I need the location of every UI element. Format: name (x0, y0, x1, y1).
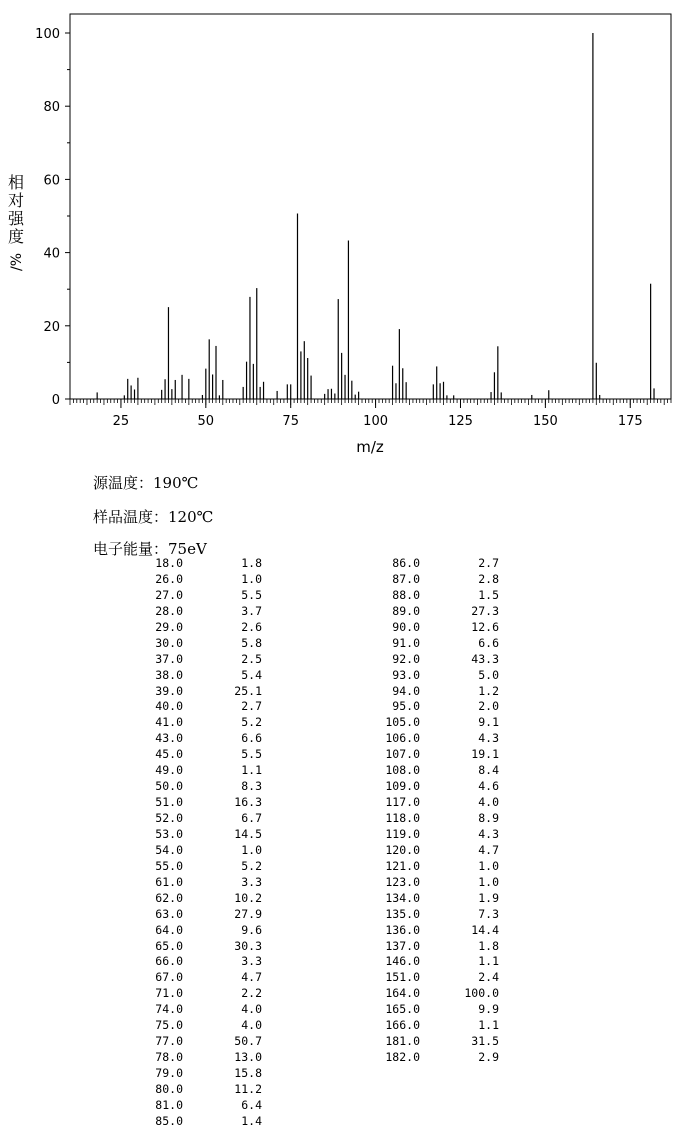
y-tick-label: 0 (51, 393, 60, 408)
peak-row (380, 715, 499, 731)
intensity-value: 2.5 (241, 651, 262, 666)
intensity-value: 1.8 (478, 938, 499, 953)
intensity-value: 1.0 (478, 874, 499, 889)
intensity-value: 30.3 (234, 938, 262, 953)
peak-row (143, 939, 262, 955)
intensity-value: 2.4 (478, 970, 499, 985)
intensity-value: 19.1 (471, 747, 499, 762)
peak-row (380, 907, 499, 923)
intensity-value: 9.9 (478, 1002, 499, 1017)
peak-row (143, 970, 262, 986)
mz-value: 63.0 (155, 906, 183, 921)
x-tick-label: 50 (197, 414, 215, 429)
peak-row (380, 923, 499, 939)
mz-value: 54.0 (155, 842, 183, 857)
mz-value: 117.0 (385, 795, 420, 810)
intensity-value: 2.2 (241, 986, 262, 1001)
y-axis-label-unit: /% (9, 252, 25, 272)
mz-value: 87.0 (392, 571, 420, 586)
mz-value: 65.0 (155, 938, 183, 953)
mz-value: 95.0 (392, 699, 420, 714)
intensity-value: 1.2 (478, 683, 499, 698)
intensity-value: 5.5 (241, 747, 262, 762)
mz-value: 181.0 (385, 1034, 420, 1049)
intensity-value: 10.2 (234, 890, 262, 905)
peak-row (143, 747, 262, 763)
peak-row (380, 763, 499, 779)
peak-row (380, 572, 499, 588)
x-tick-label: 25 (112, 414, 130, 429)
peak-row (143, 779, 262, 795)
mz-value: 49.0 (155, 763, 183, 778)
minor-ticks (70, 399, 671, 405)
mz-value: 90.0 (392, 619, 420, 634)
mz-value: 37.0 (155, 651, 183, 666)
mz-value: 151.0 (385, 970, 420, 985)
intensity-value: 25.1 (234, 683, 262, 698)
intensity-value: 8.4 (478, 763, 499, 778)
intensity-value: 9.6 (241, 922, 262, 937)
mz-value: 137.0 (385, 938, 420, 953)
peak-row (143, 731, 262, 747)
mz-value: 51.0 (155, 795, 183, 810)
peak-row (143, 668, 262, 684)
peak-row (143, 556, 262, 572)
intensity-value: 1.0 (478, 858, 499, 873)
intensity-value: 3.7 (241, 603, 262, 618)
mz-value: 53.0 (155, 826, 183, 841)
mz-value: 109.0 (385, 779, 420, 794)
mz-value: 135.0 (385, 906, 420, 921)
peak-row (143, 1098, 262, 1114)
peak-row (143, 699, 262, 715)
mz-value: 91.0 (392, 635, 420, 650)
y-tick-label: 60 (43, 173, 60, 189)
intensity-value: 2.8 (478, 571, 499, 586)
intensity-value: 4.3 (478, 826, 499, 841)
intensity-value: 4.3 (478, 731, 499, 746)
mz-value: 182.0 (385, 1050, 420, 1065)
intensity-value: 5.2 (241, 715, 262, 730)
y-axis-label-char: 度 (7, 227, 25, 246)
intensity-value: 2.9 (478, 1050, 499, 1065)
peak-row (143, 1050, 262, 1066)
mz-value: 85.0 (155, 1113, 183, 1128)
mz-value: 50.0 (155, 779, 183, 794)
intensity-value: 14.5 (234, 826, 262, 841)
peak-row (143, 1002, 262, 1018)
peak-row (143, 891, 262, 907)
intensity-value: 50.7 (234, 1034, 262, 1049)
mz-value: 164.0 (385, 986, 420, 1001)
peak-row (380, 684, 499, 700)
mz-value: 74.0 (155, 1002, 183, 1017)
peak-row (143, 572, 262, 588)
peak-row (380, 1034, 499, 1050)
peak-row (380, 779, 499, 795)
mz-value: 108.0 (385, 763, 420, 778)
peak-row (380, 747, 499, 763)
x-tick-label: 175 (617, 414, 643, 429)
intensity-value: 100.0 (464, 986, 499, 1001)
intensity-value: 14.4 (471, 922, 499, 937)
y-axis-label-char: 相 (7, 173, 25, 192)
mz-value: 71.0 (155, 986, 183, 1001)
mz-value: 40.0 (155, 699, 183, 714)
intensity-value: 1.1 (241, 763, 262, 778)
peak-row (143, 811, 262, 827)
y-tick-label: 80 (43, 100, 60, 116)
intensity-value: 6.7 (241, 811, 262, 825)
peak-row (380, 939, 499, 955)
sample-temperature: 样品温度：120℃ (93, 508, 214, 526)
peak-row (143, 636, 262, 652)
peak-row (380, 795, 499, 811)
peak-row (380, 954, 499, 970)
mz-value: 77.0 (155, 1034, 183, 1049)
intensity-value: 1.8 (241, 556, 262, 570)
intensity-value: 27.3 (471, 603, 499, 618)
peak-row (143, 986, 262, 1002)
mz-value: 61.0 (155, 874, 183, 889)
peak-row (380, 1018, 499, 1034)
peak-row (143, 907, 262, 923)
peak-row (143, 795, 262, 811)
intensity-value: 31.5 (471, 1034, 499, 1049)
intensity-value: 4.0 (241, 1018, 262, 1033)
mz-value: 38.0 (155, 667, 183, 682)
intensity-value: 2.6 (241, 619, 262, 634)
intensity-value: 6.6 (241, 731, 262, 746)
intensity-value: 4.7 (241, 970, 262, 985)
intensity-value: 3.3 (241, 874, 262, 889)
intensity-value: 6.4 (241, 1097, 262, 1112)
mz-value: 62.0 (155, 890, 183, 905)
mz-value: 28.0 (155, 603, 183, 618)
peak-row (380, 604, 499, 620)
peak-table-right (380, 556, 499, 1066)
intensity-value: 5.5 (241, 587, 262, 602)
peak-row (380, 891, 499, 907)
peak-row (380, 970, 499, 986)
intensity-value: 1.1 (478, 1018, 499, 1033)
mz-value: 81.0 (155, 1097, 183, 1112)
peak-row (143, 827, 262, 843)
mz-value: 88.0 (392, 587, 420, 602)
mz-value: 27.0 (155, 587, 183, 602)
mz-value: 134.0 (385, 890, 420, 905)
intensity-value: 1.4 (241, 1113, 262, 1128)
intensity-value: 12.6 (471, 619, 499, 634)
intensity-value: 7.3 (478, 906, 499, 921)
intensity-value: 11.2 (234, 1081, 262, 1096)
mz-value: 43.0 (155, 731, 183, 746)
intensity-value: 16.3 (234, 795, 262, 810)
mz-value: 94.0 (392, 683, 420, 698)
peak-row (380, 556, 499, 572)
intensity-value: 2.0 (478, 699, 499, 714)
peak-row (380, 620, 499, 636)
peak-row (380, 1050, 499, 1066)
intensity-value: 9.1 (478, 715, 499, 730)
peak-row (143, 588, 262, 604)
intensity-value: 1.9 (478, 890, 499, 905)
peak-row (143, 923, 262, 939)
mz-value: 121.0 (385, 858, 420, 873)
mz-value: 119.0 (385, 826, 420, 841)
peak-row (143, 859, 262, 875)
peak-row (380, 668, 499, 684)
intensity-value: 1.0 (241, 571, 262, 586)
peak-row (143, 1082, 262, 1098)
spectrum-peaks (97, 33, 654, 399)
mz-value: 106.0 (385, 731, 420, 746)
x-tick-label: 100 (363, 414, 389, 429)
plot-frame (70, 14, 671, 399)
intensity-value: 8.3 (241, 779, 262, 794)
peak-row (380, 699, 499, 715)
peak-row (143, 875, 262, 891)
intensity-value: 1.0 (241, 842, 262, 857)
mz-value: 41.0 (155, 715, 183, 730)
peak-row (143, 604, 262, 620)
peak-row (380, 731, 499, 747)
intensity-value: 27.9 (234, 906, 262, 921)
mz-value: 123.0 (385, 874, 420, 889)
mz-value: 39.0 (155, 683, 183, 698)
y-axis-label-char: 对 (7, 191, 25, 210)
peak-row (143, 1066, 262, 1082)
mz-value: 18.0 (155, 556, 183, 570)
intensity-value: 5.4 (241, 667, 262, 682)
peak-row (143, 652, 262, 668)
intensity-value: 5.8 (241, 635, 262, 650)
peak-row (143, 1018, 262, 1034)
x-tick-label: 125 (448, 414, 473, 429)
y-tick-label: 40 (43, 246, 60, 262)
intensity-value: 5.0 (478, 667, 499, 682)
intensity-value: 4.0 (478, 795, 499, 810)
mz-value: 89.0 (392, 603, 420, 618)
y-axis-label-char: 强 (7, 209, 25, 228)
mz-value: 92.0 (392, 651, 420, 666)
mz-value: 66.0 (155, 954, 183, 969)
peak-table-left (143, 556, 262, 1130)
y-tick-label: 20 (43, 319, 60, 335)
electron-energy: 电子能量：75eV (93, 540, 207, 558)
x-tick-label: 150 (532, 414, 558, 429)
peak-row (380, 652, 499, 668)
peak-row (380, 1002, 499, 1018)
intensity-value: 15.8 (234, 1066, 262, 1080)
intensity-value: 6.6 (478, 635, 499, 650)
peak-row (380, 859, 499, 875)
mz-value: 78.0 (155, 1050, 183, 1065)
peak-row (143, 715, 262, 731)
peak-row (143, 1034, 262, 1050)
mz-value: 55.0 (155, 858, 183, 873)
mz-value: 165.0 (385, 1002, 420, 1017)
peak-row (380, 986, 499, 1002)
intensity-value: 4.7 (478, 842, 499, 857)
mz-value: 26.0 (155, 571, 183, 586)
mz-value: 52.0 (155, 811, 183, 825)
mz-value: 146.0 (385, 954, 420, 969)
x-axis-label: m/z (356, 438, 384, 456)
mz-value: 29.0 (155, 619, 183, 634)
mz-value: 166.0 (385, 1018, 420, 1033)
intensity-value: 1.1 (478, 954, 499, 969)
peak-row (143, 843, 262, 859)
y-axis (35, 27, 70, 408)
intensity-value: 3.3 (241, 954, 262, 969)
peak-row (143, 684, 262, 700)
mz-value: 45.0 (155, 747, 183, 762)
peak-row (380, 827, 499, 843)
peak-row (143, 763, 262, 779)
peak-row (380, 811, 499, 827)
peak-row (380, 875, 499, 891)
intensity-value: 8.9 (478, 811, 499, 825)
peak-row (143, 620, 262, 636)
intensity-value: 5.2 (241, 858, 262, 873)
x-axis (113, 399, 643, 429)
mz-value: 80.0 (155, 1081, 183, 1096)
mz-value: 136.0 (385, 922, 420, 937)
mass-spectrum-chart (0, 0, 680, 460)
mz-value: 105.0 (385, 715, 420, 730)
mz-value: 30.0 (155, 635, 183, 650)
peak-row (143, 1114, 262, 1130)
mz-value: 118.0 (385, 811, 420, 825)
mz-value: 67.0 (155, 970, 183, 985)
intensity-value: 13.0 (234, 1050, 262, 1065)
intensity-value: 2.7 (241, 699, 262, 714)
mz-value: 75.0 (155, 1018, 183, 1033)
mz-value: 79.0 (155, 1066, 183, 1080)
mz-value: 86.0 (392, 556, 420, 570)
peak-row (380, 636, 499, 652)
peak-row (143, 954, 262, 970)
intensity-value: 4.6 (478, 779, 499, 794)
peak-row (380, 588, 499, 604)
mz-value: 93.0 (392, 667, 420, 682)
source-temperature: 源温度：190℃ (93, 474, 199, 492)
peak-row (380, 843, 499, 859)
intensity-value: 4.0 (241, 1002, 262, 1017)
mz-value: 120.0 (385, 842, 420, 857)
y-axis-label (8, 173, 25, 271)
y-tick-label: 100 (35, 27, 60, 42)
intensity-value: 1.5 (478, 587, 499, 602)
mz-value: 64.0 (155, 922, 183, 937)
intensity-value: 2.7 (478, 556, 499, 570)
mz-value: 107.0 (385, 747, 420, 762)
intensity-value: 43.3 (471, 651, 499, 666)
x-tick-label: 75 (282, 414, 299, 429)
